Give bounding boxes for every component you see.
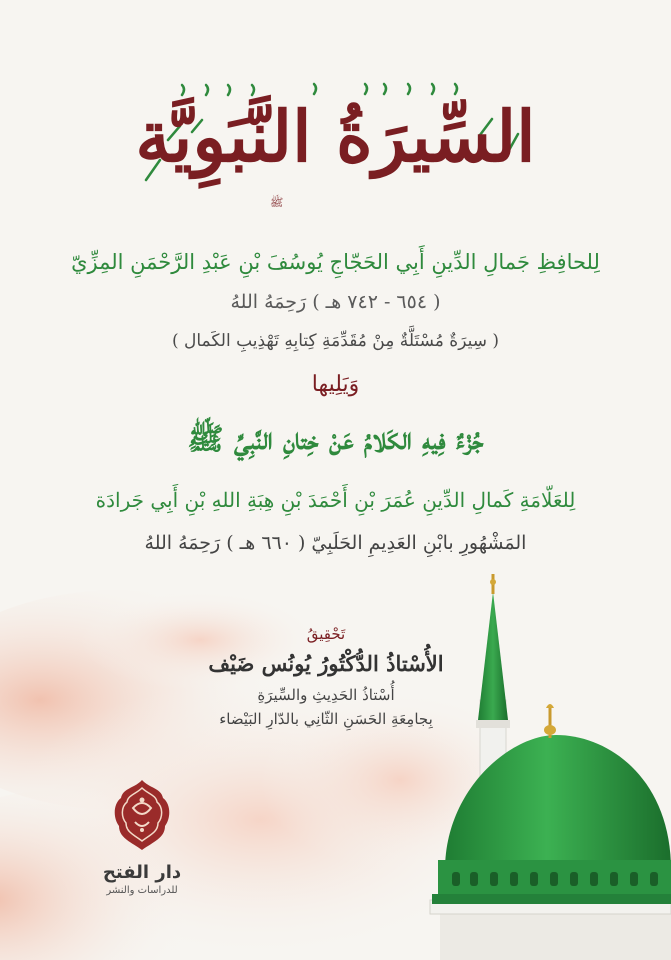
editor-role: أُسْتاذُ الحَدِيثِ والسِّيرَةِ [257, 686, 395, 704]
book-title: السِّيرَةُ النَّبَوِيَّة [135, 95, 536, 178]
ornate-calligraphy-seal-icon [111, 778, 173, 852]
publisher-name: دار الفتح [102, 862, 182, 883]
book-description: ( سِيرَةٌ مُسْتَلَّةٌ مِنْ مُقَدِّمَةِ كِتابِهِ تَهْذِيبِ الكَمال ) [171, 331, 499, 351]
publisher-block [82, 778, 202, 896]
editor-name: الأُسْتاذُ الدُّكْتُورُ يُونُس ضَيْف [208, 651, 444, 676]
title-honorific: ﷺ [270, 196, 284, 209]
author-line: لِلحافِظِ جَمالِ الدِّينِ أَبِي الحَجّاجِ يُوسُفَ بْنِ عَبْدِ الرَّحْمَنِ المِزِّيّ [71, 250, 600, 274]
followed-by-label: وَيَلِيها [311, 372, 360, 397]
publisher-tagline: للدراسات والنشر [106, 885, 178, 896]
editor-label: تَحْقِيقُ [306, 625, 346, 643]
second-work-title: جُزْءٌ فِيهِ الكَلامُ عَنْ خِتانِ النَّبِيِّ ﷺ [187, 422, 484, 457]
author-dates: ( ٦٥٤ - ٧٤٢ هـ ) رَحِمَهُ اللهُ [230, 291, 441, 313]
second-author-line-1: لِلعَلّامَةِ كَمالِ الدِّينِ عُمَرَ بْنِ أَحْمَدَ بْنِ هِبَةِ اللهِ بْنِ أَبِي جَرادَة [95, 488, 576, 512]
second-author-line-2: المَشْهُورِ بابْنِ العَدِيمِ الحَلَبِيّ ( ٦٦٠ هـ ) رَحِمَهُ اللهُ [144, 532, 527, 554]
editor-affiliation: بِجامِعَةِ الحَسَنِ الثّانِي بالدّارِ البَيْضاء [219, 710, 433, 728]
editor-info [181, 625, 471, 728]
